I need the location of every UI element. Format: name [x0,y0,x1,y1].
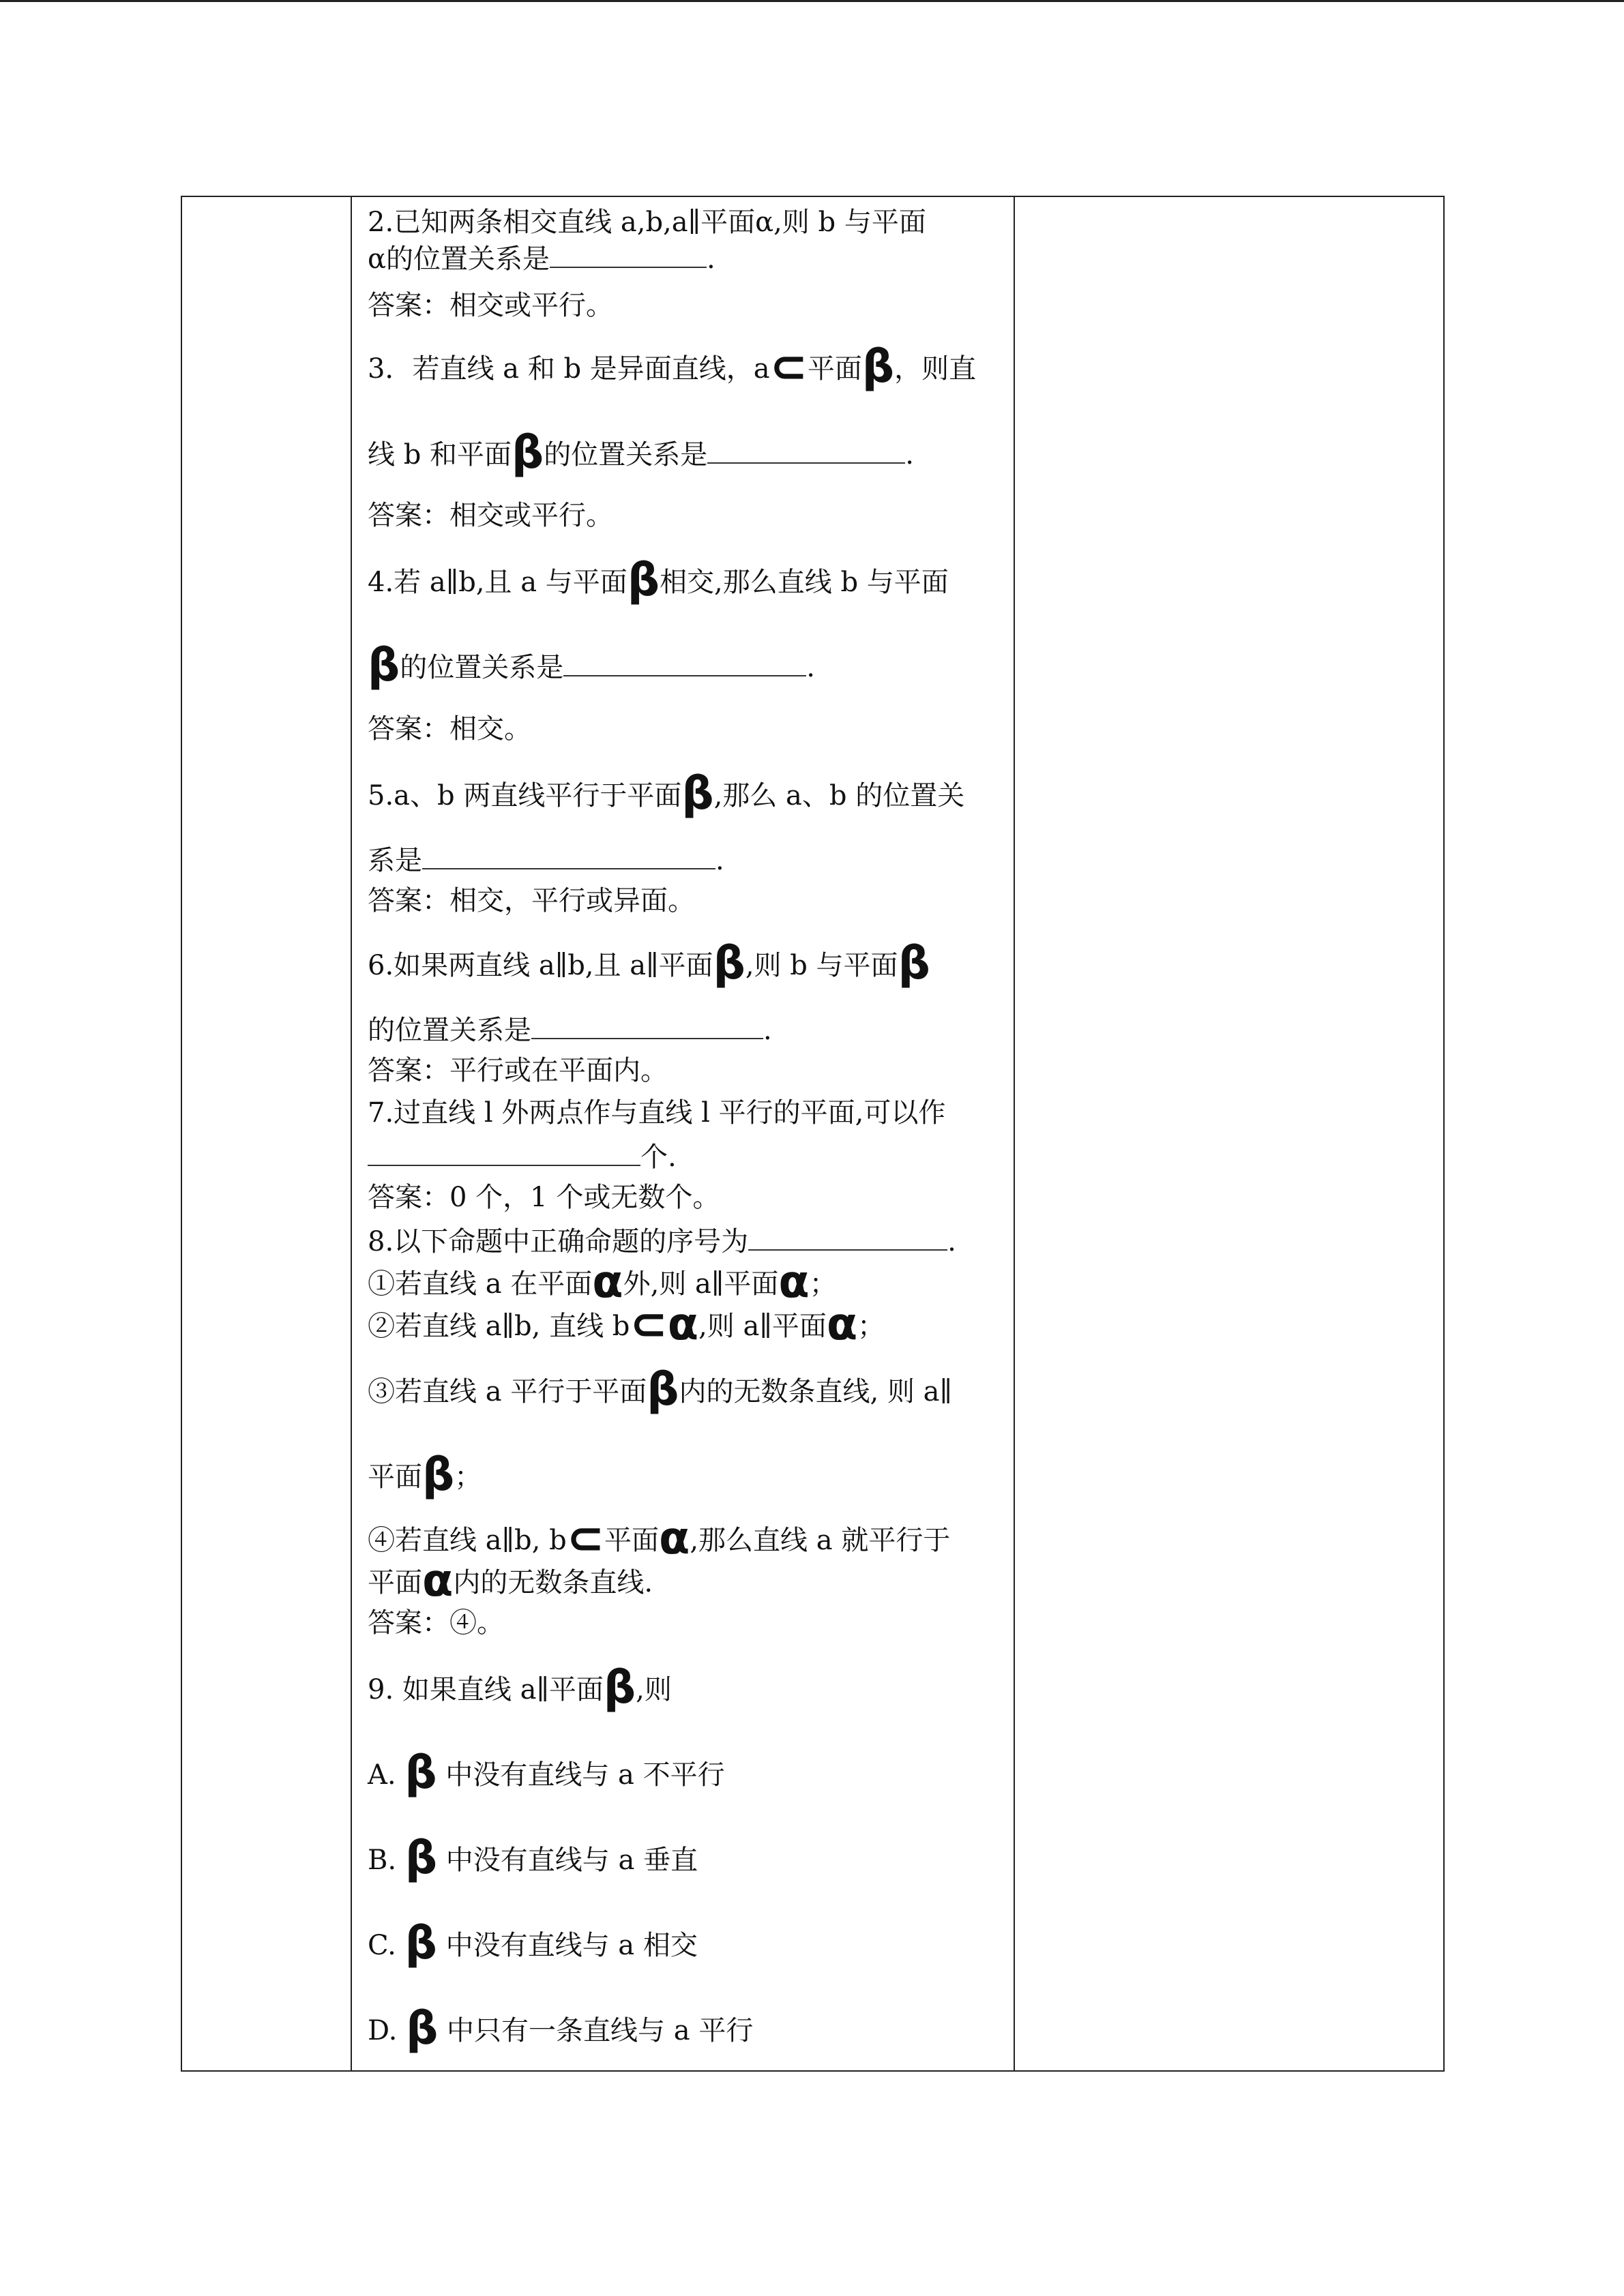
q4-answer: 答案：相交。 [368,713,531,745]
q8-proposition-3: ③若直线 a 平行于平面β内的无数条直线, 则 a∥ [368,1363,952,1416]
q5-line1: 5.a、b 两直线平行于平面β,那么 a、b 的位置关 [368,767,965,820]
alpha-symbol: α [826,1298,858,1350]
subset-symbol: ⊂ [769,340,808,393]
answer-blank[interactable] [550,237,707,268]
q9-line1: 9. 如果直线 a∥平面β,则 [368,1661,672,1714]
beta-symbol: β [404,1917,437,1969]
beta-symbol: β [406,2002,439,2055]
answer-blank[interactable] [707,432,905,464]
answer-blank[interactable] [368,1135,640,1166]
beta-symbol: β [404,1746,437,1799]
answer-blank[interactable] [748,1219,947,1251]
q2-answer: 答案：相交或平行。 [368,290,613,321]
beta-symbol: β [512,426,544,479]
q8-proposition-2: ②若直线 a∥b, 直线 b⊂α,则 a∥平面α； [368,1298,885,1350]
subset-symbol: ⊂ [630,1298,668,1350]
q7-line2: 个. [368,1135,677,1176]
alpha-symbol: α [422,1554,454,1607]
alpha-symbol: α [667,1298,699,1350]
beta-symbol: β [898,937,930,989]
answer-blank[interactable] [563,645,806,676]
beta-symbol: β [368,639,400,691]
beta-symbol: β [404,1832,438,1884]
q7-line1: 7.过直线 l 外两点作与直线 l 平行的平面,可以作 [368,1097,946,1129]
q9-option-d[interactable]: D. β 中只有一条直线与 a 平行 [368,2002,754,2055]
alpha-symbol: α [659,1512,690,1564]
q9-option-a[interactable]: A. β 中没有直线与 a 不平行 [368,1746,725,1799]
alpha-symbol: α [592,1255,623,1308]
q2-line2: α的位置关系是 . [368,237,715,278]
subset-symbol: ⊂ [566,1512,604,1564]
answer-blank[interactable] [422,838,715,869]
alpha-symbol: α [778,1255,810,1308]
beta-symbol: β [603,1661,636,1714]
q6-line1: 6.如果两直线 a∥b,且 a∥平面β,则 b 与平面β [368,937,930,989]
beta-symbol: β [647,1363,679,1416]
q6-line2: 的位置关系是 . [368,1008,772,1049]
q9-option-c[interactable]: C. β 中没有直线与 a 相交 [368,1917,698,1969]
page-top-edge [0,0,1624,2]
q8-line1: 8.以下命题中正确命题的序号为 . [368,1219,956,1260]
q8-proposition-4: ④若直线 a∥b, b⊂平面α,那么直线 a 就平行于 [368,1512,951,1564]
q8-answer: 答案：④。 [368,1607,504,1639]
q6-answer: 答案：平行或在平面内。 [368,1055,668,1086]
column-divider-1 [351,197,352,2070]
beta-symbol: β [681,767,714,820]
q2-line1: 2.已知两条相交直线 a,b,a∥平面α,则 b 与平面 [368,207,926,238]
worksheet-table [181,196,1445,2072]
q3-line2: 线 b 和平面β的位置关系是 . [368,426,915,479]
q5-line2: 系是 . [368,838,724,879]
q9-option-b[interactable]: B. β 中没有直线与 a 垂直 [368,1832,698,1884]
q8-proposition-4-cont: 平面α内的无数条直线. [368,1554,653,1607]
q3-line1: 3．若直线 a 和 b 是异面直线，a⊂平面β，则直 [368,340,977,393]
q5-answer: 答案：相交，平行或异面。 [368,885,695,916]
answer-blank[interactable] [531,1008,763,1039]
column-divider-2 [1014,197,1015,2070]
q8-proposition-3-cont: 平面β； [368,1448,482,1501]
q8-proposition-1: ①若直线 a 在平面α外,则 a∥平面α； [368,1255,837,1308]
beta-symbol: β [713,937,745,989]
q3-answer: 答案：相交或平行。 [368,500,613,531]
beta-symbol: β [861,340,895,393]
q4-line2: β的位置关系是 . [368,639,815,691]
beta-symbol: β [627,554,660,606]
q7-answer: 答案：0 个，1 个或无数个。 [368,1182,720,1213]
q4-line1: 4.若 a∥b,且 a 与平面β相交,那么直线 b 与平面 [368,554,949,606]
beta-symbol: β [422,1448,455,1501]
